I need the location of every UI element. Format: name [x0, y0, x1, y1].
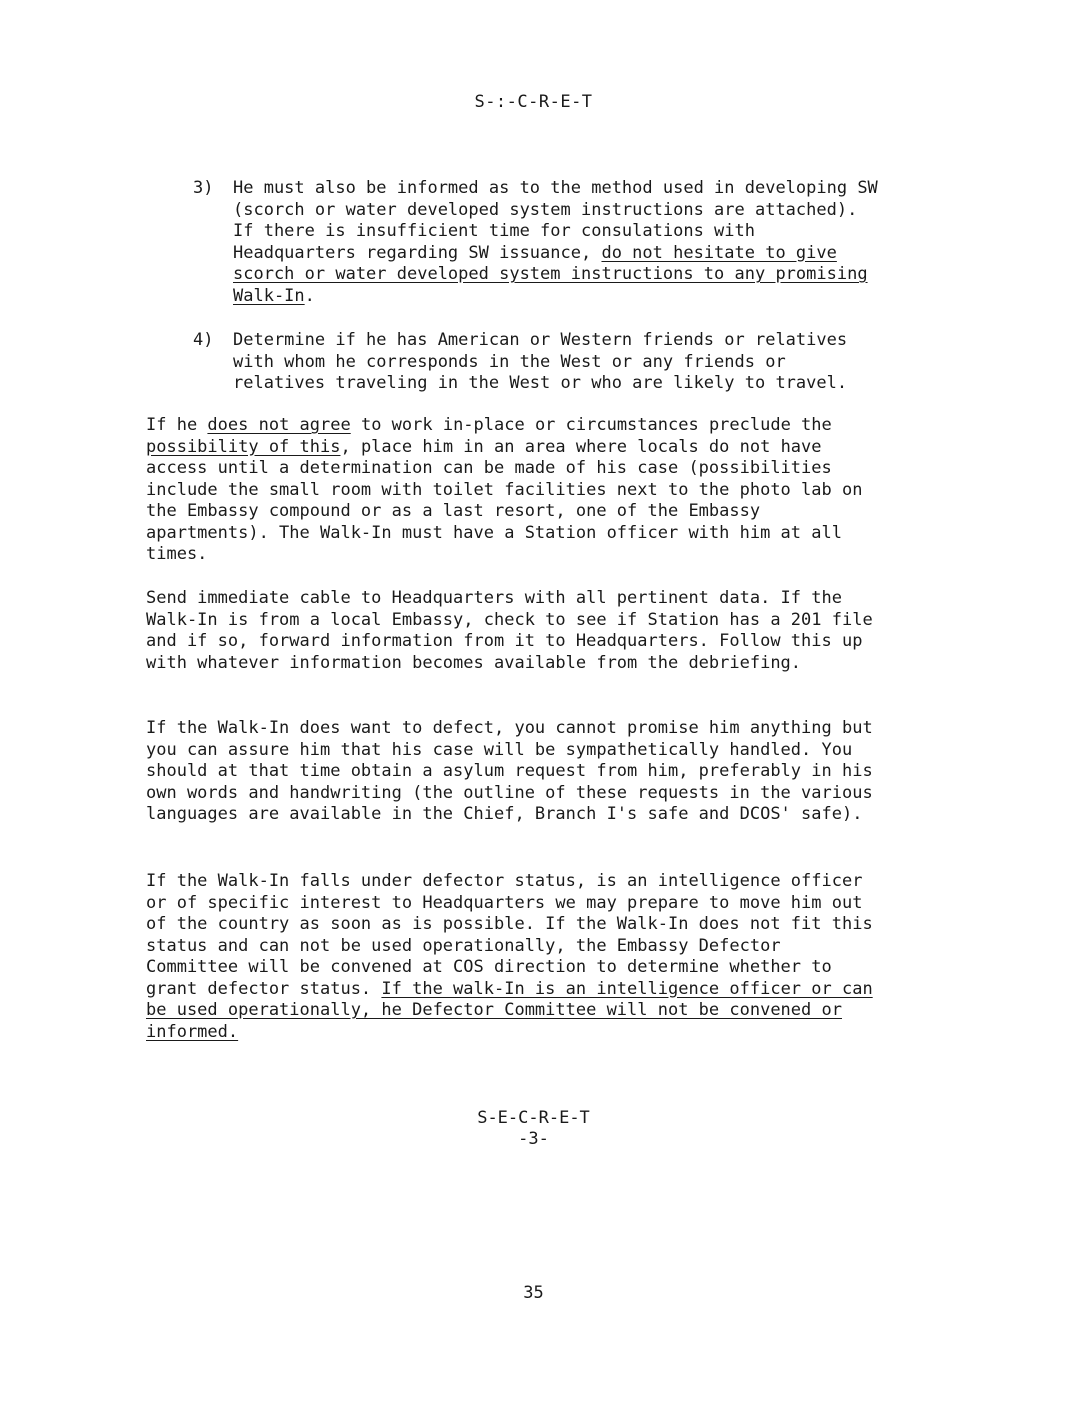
list-item-number: 3) — [193, 178, 214, 198]
footer-classification: S-E-C-R-E-T — [477, 1108, 590, 1128]
para-4-text: If the Walk-In falls under defector status, is an intelligence officer or of specific interest to Headquarters we may prepare to move him out of the country as soon as is possible. If the Walk-In does not fit this status and can not be used operationally, the Embassy Defector Committee will be convened at COS direction to determine whether to grant defector status. — [146, 871, 873, 999]
footer-page-marker: -3- — [518, 1129, 549, 1149]
para-1-underlined-2: possibility of this — [146, 436, 341, 457]
footer-classification-block — [0, 1108, 1067, 1150]
para-1-mid: to work in-place or circumstances preclude the — [350, 415, 832, 435]
list-item-3 — [193, 178, 883, 308]
list-item-number: 4) — [193, 330, 214, 350]
para-1-lead: If he — [146, 415, 208, 435]
list-item-4 — [193, 330, 883, 396]
list-item-text: Determine if he has American or Western friends or relatives with whom he corresponds in the West or any friends or relatives traveling in the West or who are likely to travel. — [233, 330, 848, 393]
paragraph-defector-status — [146, 871, 876, 1043]
para-1-text: , place him in an area where locals do not have access until a determination can be made of his case (possibilities include the small room with toilet facilities next to the photo lab on the Embassy compound or as a last resort, one of the Embassy apartments). The Walk-In must have a Station officer with him at all times. — [146, 436, 863, 564]
para-4-underlined: If the walk-In is an intelligence officer or can be used operationally, he Defector Committee will not be convened or informed. — [146, 978, 873, 1042]
page-number: 35 — [523, 1283, 544, 1303]
item-3-end: . — [304, 285, 315, 306]
paragraph-defect: If the Walk-In does want to defect, you cannot promise him anything but you can assure him that his case will be sympathetically handled. You should at that time obtain a asylum request from him, preferably in his own words and handwriting (the outline of these requests in the various languages are available in the Chief, Branch I's safe and DCOS' safe). — [146, 718, 873, 824]
paragraph-cable: Send immediate cable to Headquarters with all pertinent data. If the Walk-In is from a local Embassy, check to see if Station has a 201 file and if so, forward information from it to Headquarters. Follow this up with whatever information becomes available from the debriefing. — [146, 588, 873, 673]
paragraph-placement — [146, 415, 876, 566]
para-1-underlined: does not agree — [207, 415, 351, 435]
item-3-underlined-text: do not hesitate to give scorch or water developed system instructions to any promising Walk-In — [233, 242, 868, 306]
item-3-text: He must also be informed as to the method used in developing SW (scorch or water developed system instructions are attached). If there is insufficient time for consulations with Headquarters regarding SW issuance, — [233, 178, 878, 263]
list-item-text — [233, 178, 883, 307]
header-classification: S-:-C-R-E-T — [474, 92, 593, 112]
